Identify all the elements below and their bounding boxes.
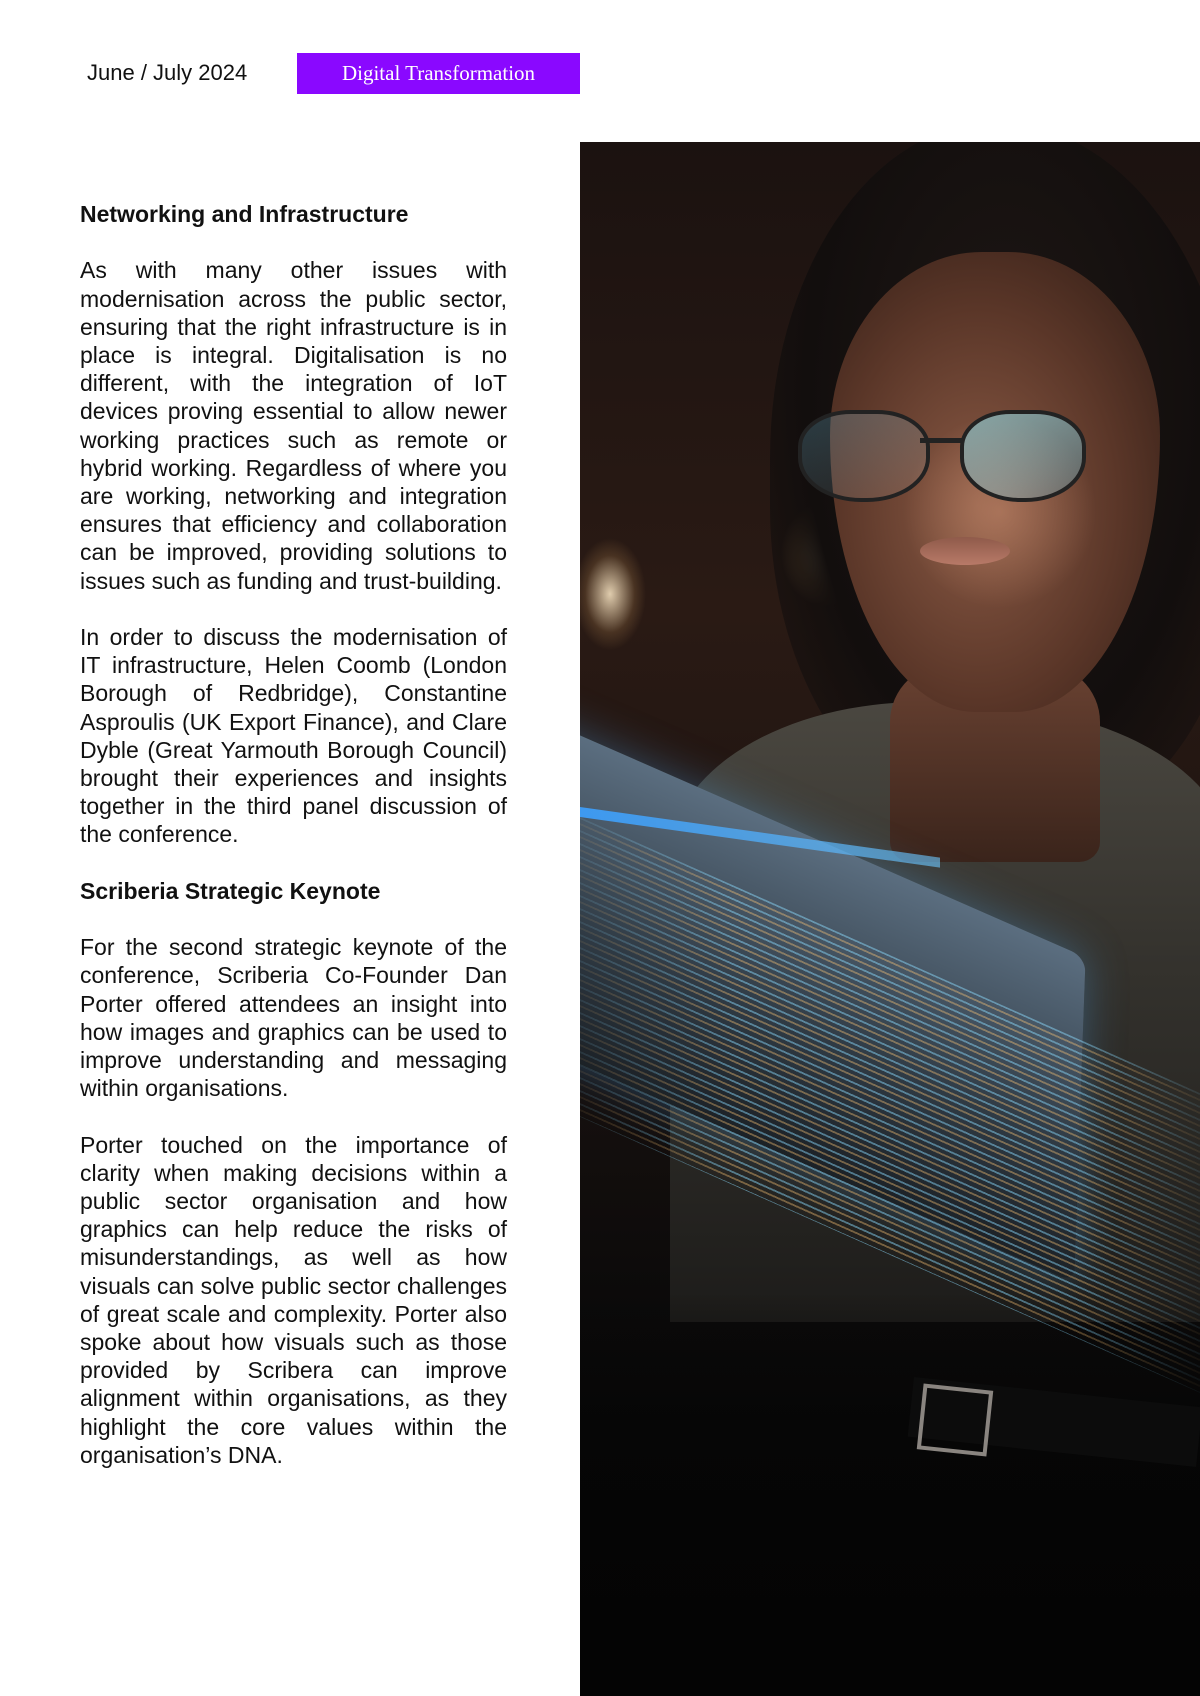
section-heading-scriberia: Scriberia Strategic Keynote: [80, 877, 381, 904]
photo-dark-fade: [580, 1292, 1200, 1696]
issue-date: June / July 2024: [87, 60, 248, 85]
photo-lips-shape: [920, 537, 1010, 565]
photo-belt-buckle: [917, 1384, 994, 1457]
section-tag: Digital Transformation: [297, 53, 580, 94]
photo-glasses-bridge: [920, 438, 962, 443]
paragraph-networking-2: In order to discuss the modernisation of IT infrastructure, Helen Coomb (London Borough of Redbridge), Constantine Asproulis (UK Export Finance), and Clare Dyble (Great Yarmouth Borough Council) brought their experiences and insights together in the third panel discussion of the conference.: [80, 624, 507, 848]
woman-with-tablet-photo: [580, 142, 1200, 1696]
paragraph-networking-1: As with many other issues with modernisation across the public sector, ensuring that the right infrastructure is in place is integral. Digitalisation is no different, with the integration of IoT devices proving essential to allow newer working practices such as remote or hybrid working. Regardless of where you are working, networking and integration ensures that efficiency and collaboration can be improved, providing solutions to issues such as funding and trust-building.: [80, 257, 507, 594]
photo-glasses-right-lens: [960, 410, 1086, 502]
photo-glasses-left-lens: [798, 410, 930, 502]
article-body: [80, 200, 507, 1469]
paragraph-scriberia-1: For the second strategic keynote of the conference, Scriberia Co-Founder Dan Porter offered attendees an insight into how images and graphics can be used to improve understanding and messaging within organisations.: [80, 934, 507, 1102]
section-heading-networking: Networking and Infrastructure: [80, 201, 409, 227]
paragraph-scriberia-2: Porter touched on the importance of clarity when making decisions within a public sector organisation and how graphics can help reduce the risks of misunderstandings, as well as how visuals can solve public sector challenges of great scale and complexity. Porter also spoke about how visuals such as those provided by Scribera can improve alignment within organisations, as they highlight the core values within the organisation’s DNA.: [80, 1131, 507, 1468]
